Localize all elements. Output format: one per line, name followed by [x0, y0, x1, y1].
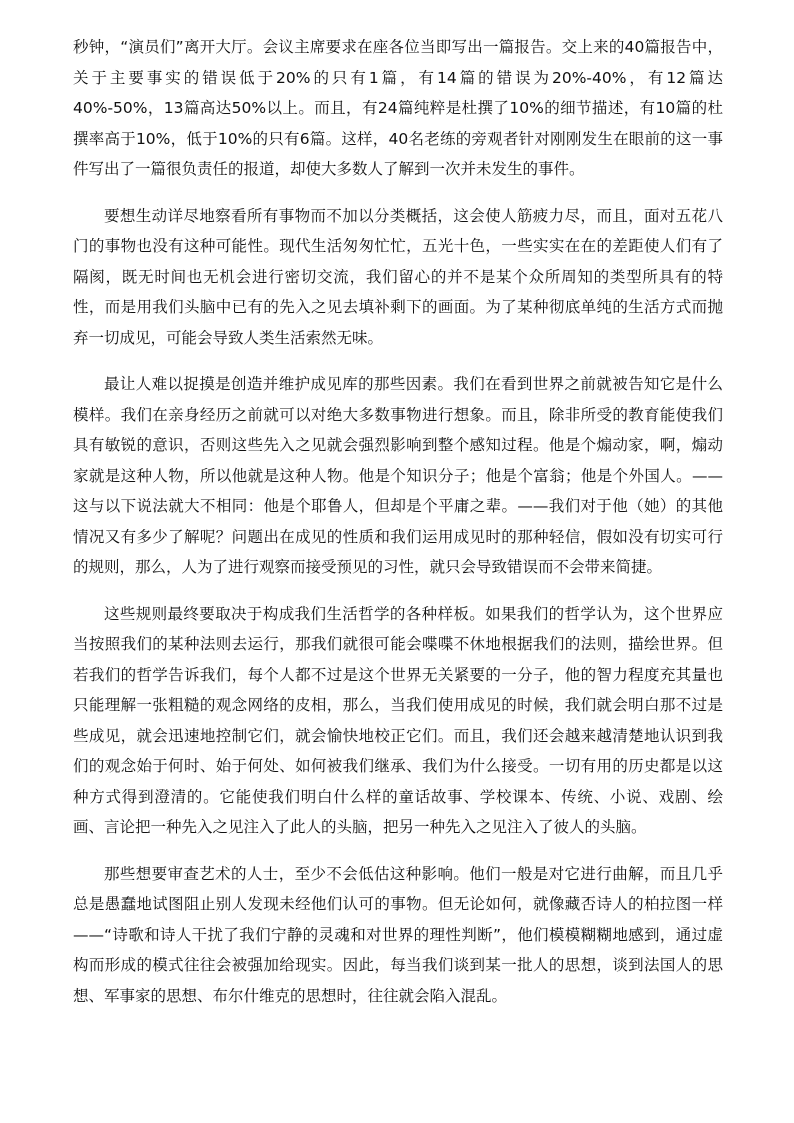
paragraph-3: 最让人难以捉摸是创造并维护成见库的那些因素。我们在看到世界之前就被告知它是什么模样。我们在亲身经历之前就可以对绝大多数事物进行想象。而且，除非所受的教育能使我们具有敏锐的意识，否则这些先入之见就会强烈影响到整个感知过程。他是个煽动家，啊，煽动家就是这种人物，所以他就是这种人物。他是个知识分子；他是个富翁；他是个外国人。——这与以下说法就大不相同：他是个耶鲁人，但却是个平庸之辈。——我们对于他（她）的其他情况又有多少了解呢？问题出在成见的性质和我们运用成见时的那种轻信，假如没有切实可行的规则，那么，人为了进行观察而接受预见的习性，就只会导致错误而不会带来简捷。	[73, 375, 723, 576]
paragraph-4: 这些规则最终要取决于构成我们生活哲学的各种样板。如果我们的哲学认为，这个世界应当按照我们的某种法则去运行，那我们就很可能会喋喋不休地根据我们的法则，描绘世界。但若我们的哲学告诉我们，每个人都不过是这个世界无关紧要的一分子，他的智力程度充其量也只能理解一张粗糙的观念网络的皮相，那么，当我们使用成见的时候，我们就会明白那不过是些成见，就会迅速地控制它们，就会愉快地校正它们。而且，我们还会越来越清楚地认识到我们的观念始于何时、始于何处、如何被我们继承、我们为什么接受。一切有用的历史都是以这种方式得到澄清的。它能使我们明白什么样的童话故事、学校课本、传统、小说、戏剧、绘画、言论把一种先入之见注入了此人的头脑，把另一种先入之见注入了彼人的头脑。	[73, 604, 723, 836]
document-body	[73, 32, 723, 1027]
paragraph-5: 那些想要审查艺术的人士，至少不会低估这种影响。他们一般是对它进行曲解，而且几乎总是愚蠢地试图阻止别人发现未经他们认可的事物。但无论如何，就像藏否诗人的柏拉图一样——“诗歌和诗人干扰了我们宁静的灵魂和对世界的理性判断”，他们模模糊糊地感到，通过虚构而形成的模式往往会被强加给现实。因此，每当我们谈到某一批人的思想，谈到法国人的思想、军事家的思想、布尔什维克的思想时，往往就会陷入混乱。	[73, 864, 723, 1005]
paragraph-2: 要想生动详尽地察看所有事物而不加以分类概括，这会使人筋疲力尽，而且，面对五花八门的事物也没有这种可能性。现代生活匆匆忙忙，五光十色，一些实实在在的差距使人们有了隔阂，既无时间也无机会进行密切交流，我们留心的并不是某个众所周知的类型所具有的特性，而是用我们头脑中已有的先入之见去填补剩下的画面。为了某种彻底单纯的生活方式而抛弃一切成见，可能会导致人类生活索然无味。	[73, 206, 723, 347]
paragraph-1: 秒钟，“演员们”离开大厅。会议主席要求在座各位当即写出一篇报告。交上来的40篇报告中，关于主要事实的错误低于20%的只有1篇，有14篇的错误为20%-40%，有12篇达40%-50%，13篇高达50%以上。而且，有24篇纯粹是杜撰了10%的细节描述，有10篇的杜撰率高于10%，低于10%的只有6篇。这样，40名老练的旁观者针对刚刚发生在眼前的这一事件写出了一篇很负责任的报道，却使大多数人了解到一次并未发生的事件。	[73, 38, 723, 178]
